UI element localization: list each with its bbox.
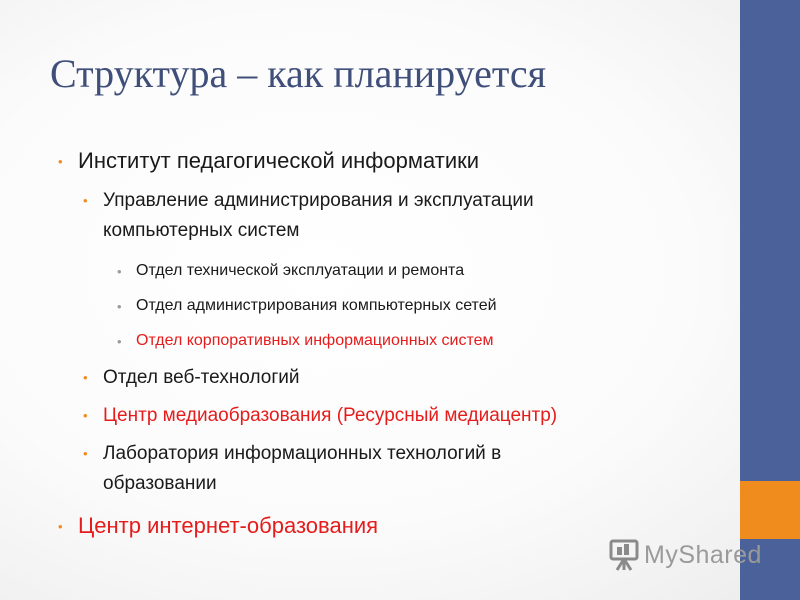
item-text: Управление администрирования и эксплуатации bbox=[103, 190, 534, 211]
bullet-icon: • bbox=[83, 446, 88, 461]
item-text-line2: компьютерных систем bbox=[103, 220, 300, 241]
item-text: Лаборатория информационных технологий в bbox=[103, 443, 502, 464]
bullet-icon: • bbox=[58, 519, 63, 534]
item-text: Отдел веб-технологий bbox=[103, 367, 300, 388]
bullet-icon: • bbox=[117, 334, 122, 349]
item-text: Отдел технической эксплуатации и ремонта bbox=[136, 262, 465, 279]
item-text: Центр медиаобразования (Ресурсный медиацентр) bbox=[103, 405, 558, 426]
item-text: Отдел администрирования компьютерных сетей bbox=[136, 297, 497, 314]
side-accent-block bbox=[740, 481, 800, 539]
list-item bbox=[83, 439, 502, 499]
presentation-board-icon bbox=[608, 538, 640, 577]
list-item bbox=[58, 511, 379, 541]
watermark bbox=[608, 536, 768, 572]
list-item bbox=[117, 259, 465, 283]
bullet-icon: • bbox=[117, 264, 122, 279]
bullet-icon: • bbox=[58, 154, 63, 169]
slide-title: Структура – как планируется bbox=[50, 51, 546, 96]
bullet-icon: • bbox=[83, 370, 88, 385]
item-text: Центр интернет-образования bbox=[78, 513, 379, 538]
bullet-icon: • bbox=[83, 408, 88, 423]
item-text-line2: образовании bbox=[103, 473, 217, 494]
list-item bbox=[83, 186, 534, 246]
item-text: Институт педагогической информатики bbox=[78, 148, 480, 173]
list-item bbox=[117, 329, 494, 353]
list-item bbox=[58, 146, 480, 176]
list-item bbox=[117, 294, 497, 318]
watermark-text: MyShared bbox=[644, 541, 762, 569]
bullet-icon: • bbox=[83, 193, 88, 208]
bullet-icon: • bbox=[117, 299, 122, 314]
list-item bbox=[83, 401, 558, 431]
item-text: Отдел корпоративных информационных систем bbox=[136, 332, 494, 349]
list-item bbox=[83, 363, 300, 393]
